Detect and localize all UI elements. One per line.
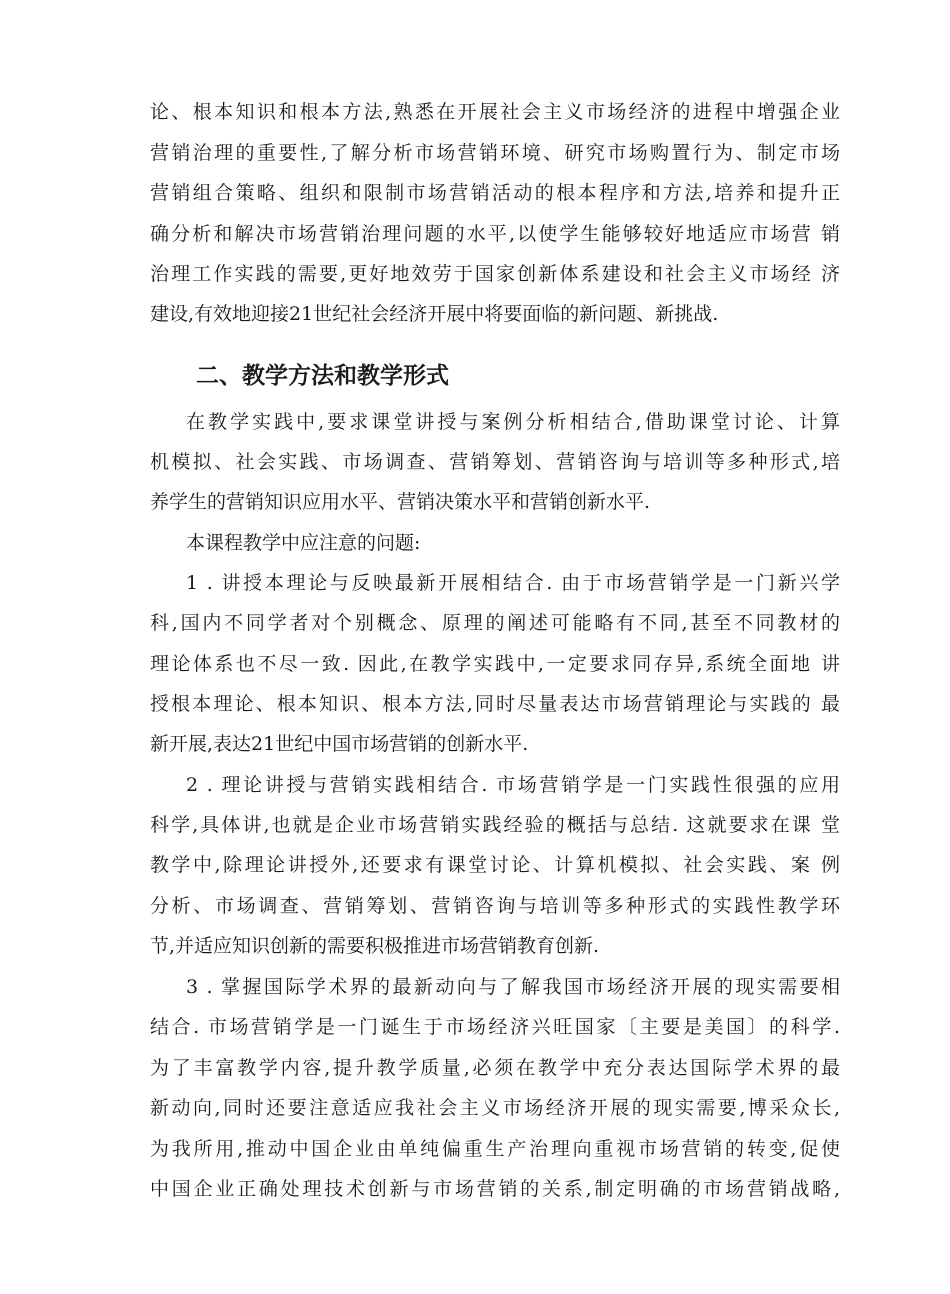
text-line: 论、根本知识和根本方法,熟悉在开展社会主义市场经济的进程中增强企业 bbox=[150, 101, 840, 123]
text-line: 中国企业正确处理技术创新与市场营销的关系,制定明确的市场营销战略, bbox=[150, 1178, 840, 1200]
text-line: 1 . 讲授本理论与反映最新开展相结合. 由于市场营销学是一门新兴学 bbox=[186, 572, 840, 594]
text-line: 分析、市场调查、营销筹划、营销咨询与培训等多种形式的实践性教学环 bbox=[150, 895, 840, 917]
text-line: 新开展,表达21世纪中国市场营销的创新水平. bbox=[150, 733, 529, 755]
text-line: 确分析和解决市场营销治理问题的水平,以使学生能够较好地适应市场营 销 bbox=[150, 223, 840, 245]
text-line: 3 . 掌握国际学术界的最新动向与了解我国市场经济开展的现实需要相 bbox=[186, 976, 840, 998]
text-line: 结合. 市场营销学是一门诞生于市场经济兴旺国家〔主要是美国〕的科学. bbox=[150, 1016, 840, 1038]
section-heading: 二、教学方法和教学形式 bbox=[196, 363, 449, 389]
text-line: 科学,具体讲,也就是企业市场营销实践经验的概括与总结. 这就要求在课 堂 bbox=[150, 814, 840, 836]
text-line: 养学生的营销知识应用水平、营销决策水平和营销创新水平. bbox=[150, 491, 651, 513]
text-line: 为我所用,推动中国企业由单纯偏重生产治理向重视市场营销的转变,促使 bbox=[150, 1138, 840, 1160]
text-line: 节,并适应知识创新的需要积极推进市场营销教育创新. bbox=[150, 935, 600, 957]
text-line: 营销治理的重要性,了解分析市场营销环境、研究市场购置行为、制定市场 bbox=[150, 142, 840, 164]
text-line: 为了丰富教学内容,提升教学质量,必须在教学中充分表达国际学术界的最 bbox=[150, 1057, 840, 1079]
notes-intro: 本课程教学中应注意的问题: bbox=[186, 532, 421, 554]
text-line: 治理工作实践的需要,更好地效劳于国家创新体系建设和社会主义市场经 济 bbox=[150, 263, 840, 285]
text-line: 科,国内不同学者对个别概念、原理的阐述可能略有不同,甚至不同教材的 bbox=[150, 612, 840, 634]
text-line: 2 . 理论讲授与营销实践相结合. 市场营销学是一门实践性很强的应用 bbox=[186, 774, 840, 796]
text-line: 新动向,同时还要注意适应我社会主义市场经济开展的现实需要,博采众长, bbox=[150, 1097, 840, 1119]
text-line: 机模拟、社会实践、市场调查、营销筹划、营销咨询与培训等多种形式,培 bbox=[150, 451, 840, 473]
text-line: 理论体系也不尽一致. 因此,在教学实践中,一定要求同存异,系统全面地 讲 bbox=[150, 653, 840, 675]
text-line: 营销组合策略、组织和限制市场营销活动的根本程序和方法,培养和提升正 bbox=[150, 182, 840, 204]
text-line: 建设,有效地迎接21世纪社会经济开展中将要面临的新问题、新挑战. bbox=[150, 303, 719, 325]
text-line: 在教学实践中,要求课堂讲授与案例分析相结合,借助课堂讨论、计算 bbox=[186, 411, 840, 433]
text-line: 教学中,除理论讲授外,还要求有课堂讨论、计算机模拟、社会实践、案 例 bbox=[150, 854, 840, 876]
text-line: 授根本理论、根本知识、根本方法,同时尽量表达市场营销理论与实践的 最 bbox=[150, 693, 840, 715]
